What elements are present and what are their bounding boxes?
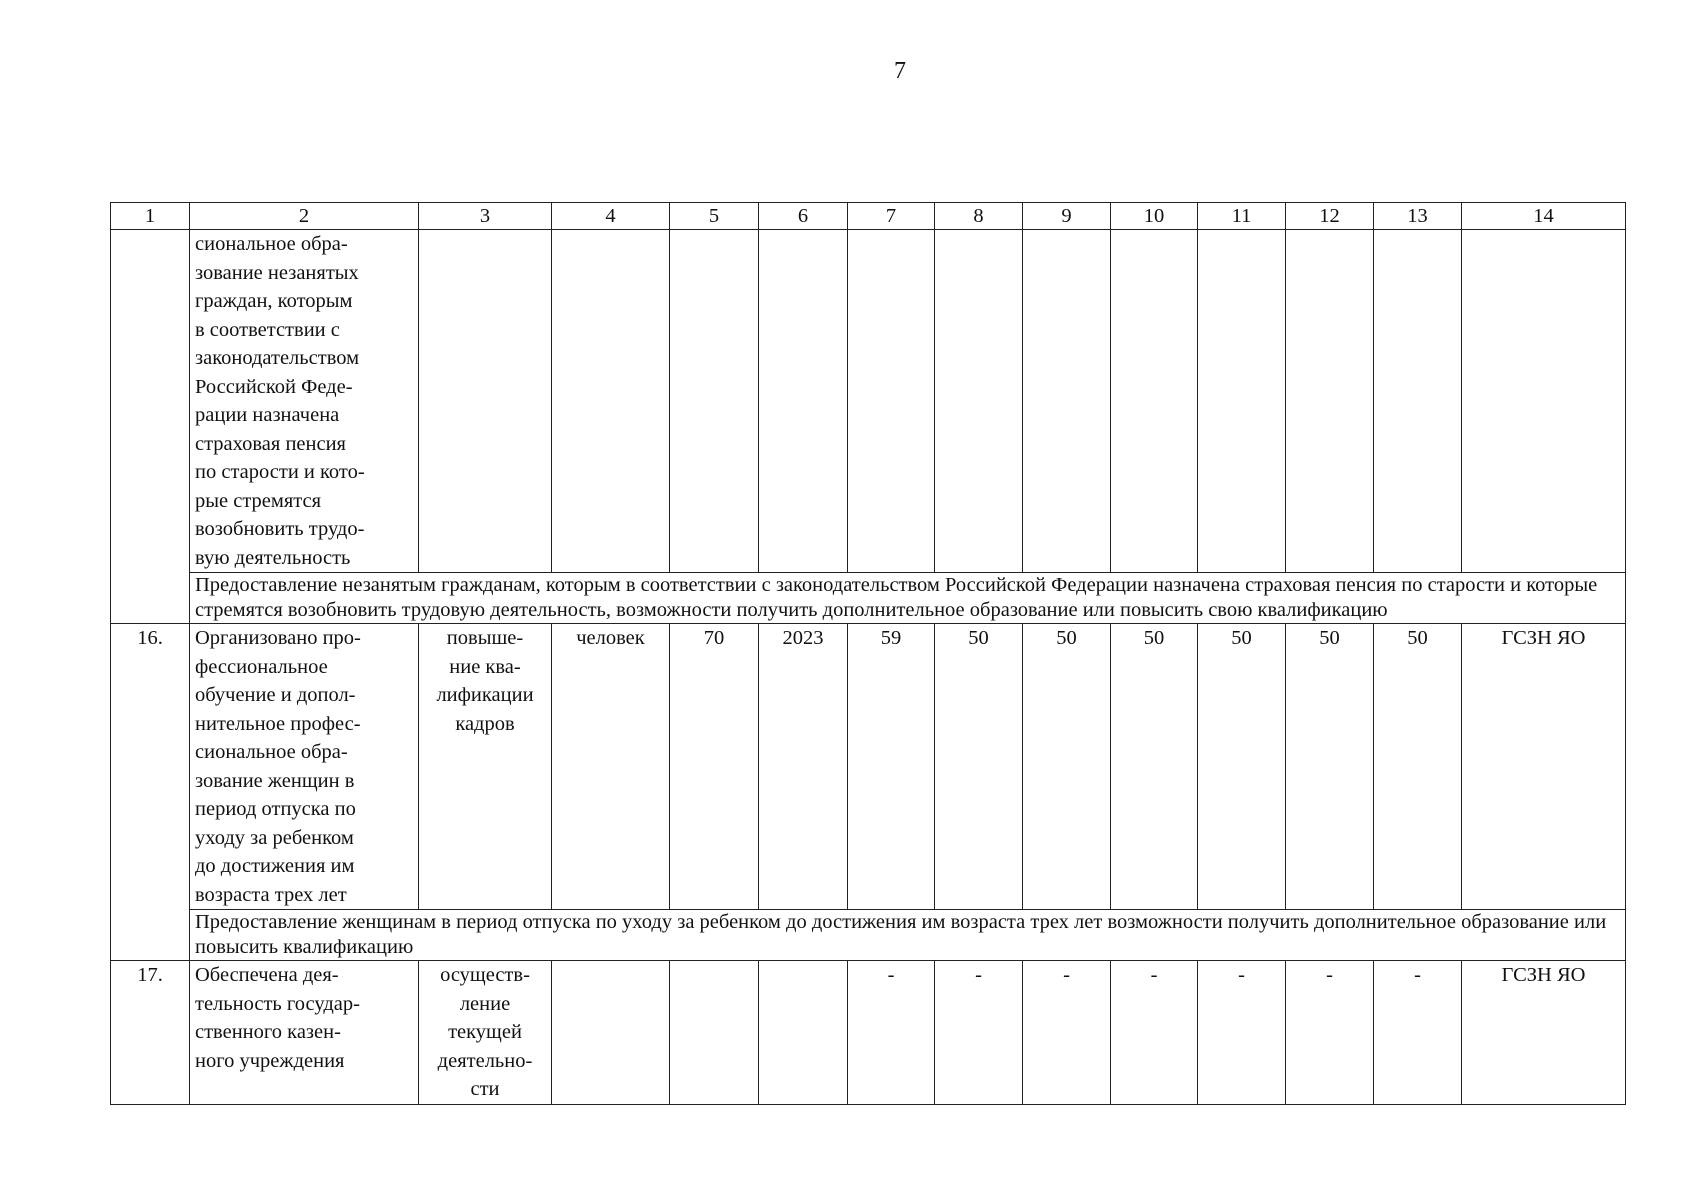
row-number-cell [111,230,190,624]
table-row [111,961,1626,1105]
year-value-cell: 50 [935,624,1023,910]
unit-cell [552,961,670,1105]
empty-cell [1023,230,1111,573]
indicator-cell: повыше- ние ква- лификации кадров [419,624,552,910]
empty-cell [670,230,759,573]
empty-cell [935,230,1023,573]
page-number: 7 [894,58,906,84]
base-value-cell: 70 [670,624,759,910]
table-row [111,624,1626,910]
empty-cell [1286,230,1374,573]
column-number: 2 [190,203,419,230]
year-value-cell: - [1286,961,1374,1105]
empty-cell [1111,230,1198,573]
year-value-cell: 50 [1111,624,1198,910]
result-description: Предоставление незанятым гражданам, которым в соответствии с законодательством Российской Федерации назначена страховая пенсия по старости и которые стремятся возобновить трудовую деятельность, возможности получить дополнительное образование или повысить свою квалификацию [190,573,1626,624]
description-row [111,910,1626,961]
empty-cell [1198,230,1286,573]
empty-cell [848,230,935,573]
year-value-cell: 50 [1286,624,1374,910]
result-description: Предоставление женщинам в период отпуска по уходу за ребенком до достижения им возраста трех лет возможности получить дополнительное образование или повысить квалификацию [190,910,1626,961]
column-number: 10 [1111,203,1198,230]
responsible-cell: ГСЗН ЯО [1462,961,1626,1105]
column-number: 8 [935,203,1023,230]
base-value-cell [670,961,759,1105]
year-value-cell: - [1198,961,1286,1105]
column-number-row [111,203,1626,230]
indicators-table [110,202,1626,1105]
year-value-cell: - [1111,961,1198,1105]
indicator-cell: осуществ- ление текущей деятельно- сти [419,961,552,1105]
column-number: 9 [1023,203,1111,230]
base-year-cell [759,961,848,1105]
responsible-cell: ГСЗН ЯО [1462,624,1626,910]
base-year-cell: 2023 [759,624,848,910]
result-name-cell: сиональное обра- зование незанятых граждан, которым в соответствии с законодательством Российской Феде- рации назначена страховая пенсия по старости и кото- рые стремятся возобновить трудо- вую деятельность [190,230,419,573]
column-number: 7 [848,203,935,230]
column-number: 11 [1198,203,1286,230]
row-number: 16. [111,624,190,961]
year-value-cell: - [1374,961,1462,1105]
column-number: 4 [552,203,670,230]
empty-cell [759,230,848,573]
result-name-cell: Обеспечена дея- тельность государ- ственного казен- ного учреждения [190,961,419,1105]
empty-cell [1374,230,1462,573]
empty-cell [552,230,670,573]
column-number: 3 [419,203,552,230]
column-number: 1 [111,203,190,230]
column-number: 5 [670,203,759,230]
column-number: 13 [1374,203,1462,230]
empty-cell [1462,230,1626,573]
result-name-cell: Организовано про- фессиональное обучение и допол- нительное профес- сиональное обра- зование женщин в период отпуска по уходу за ребенком до достижения им возраста трех лет [190,624,419,910]
year-value-cell: - [1023,961,1111,1105]
unit-cell: человек [552,624,670,910]
empty-cell [419,230,552,573]
column-number: 6 [759,203,848,230]
year-value-cell: - [935,961,1023,1105]
table-row [111,230,1626,573]
year-value-cell: 50 [1198,624,1286,910]
column-number: 12 [1286,203,1374,230]
year-value-cell: 50 [1374,624,1462,910]
column-number: 14 [1462,203,1626,230]
year-value-cell: 59 [848,624,935,910]
year-value-cell: 50 [1023,624,1111,910]
description-row [111,573,1626,624]
row-number: 17. [111,961,190,1105]
year-value-cell: - [848,961,935,1105]
